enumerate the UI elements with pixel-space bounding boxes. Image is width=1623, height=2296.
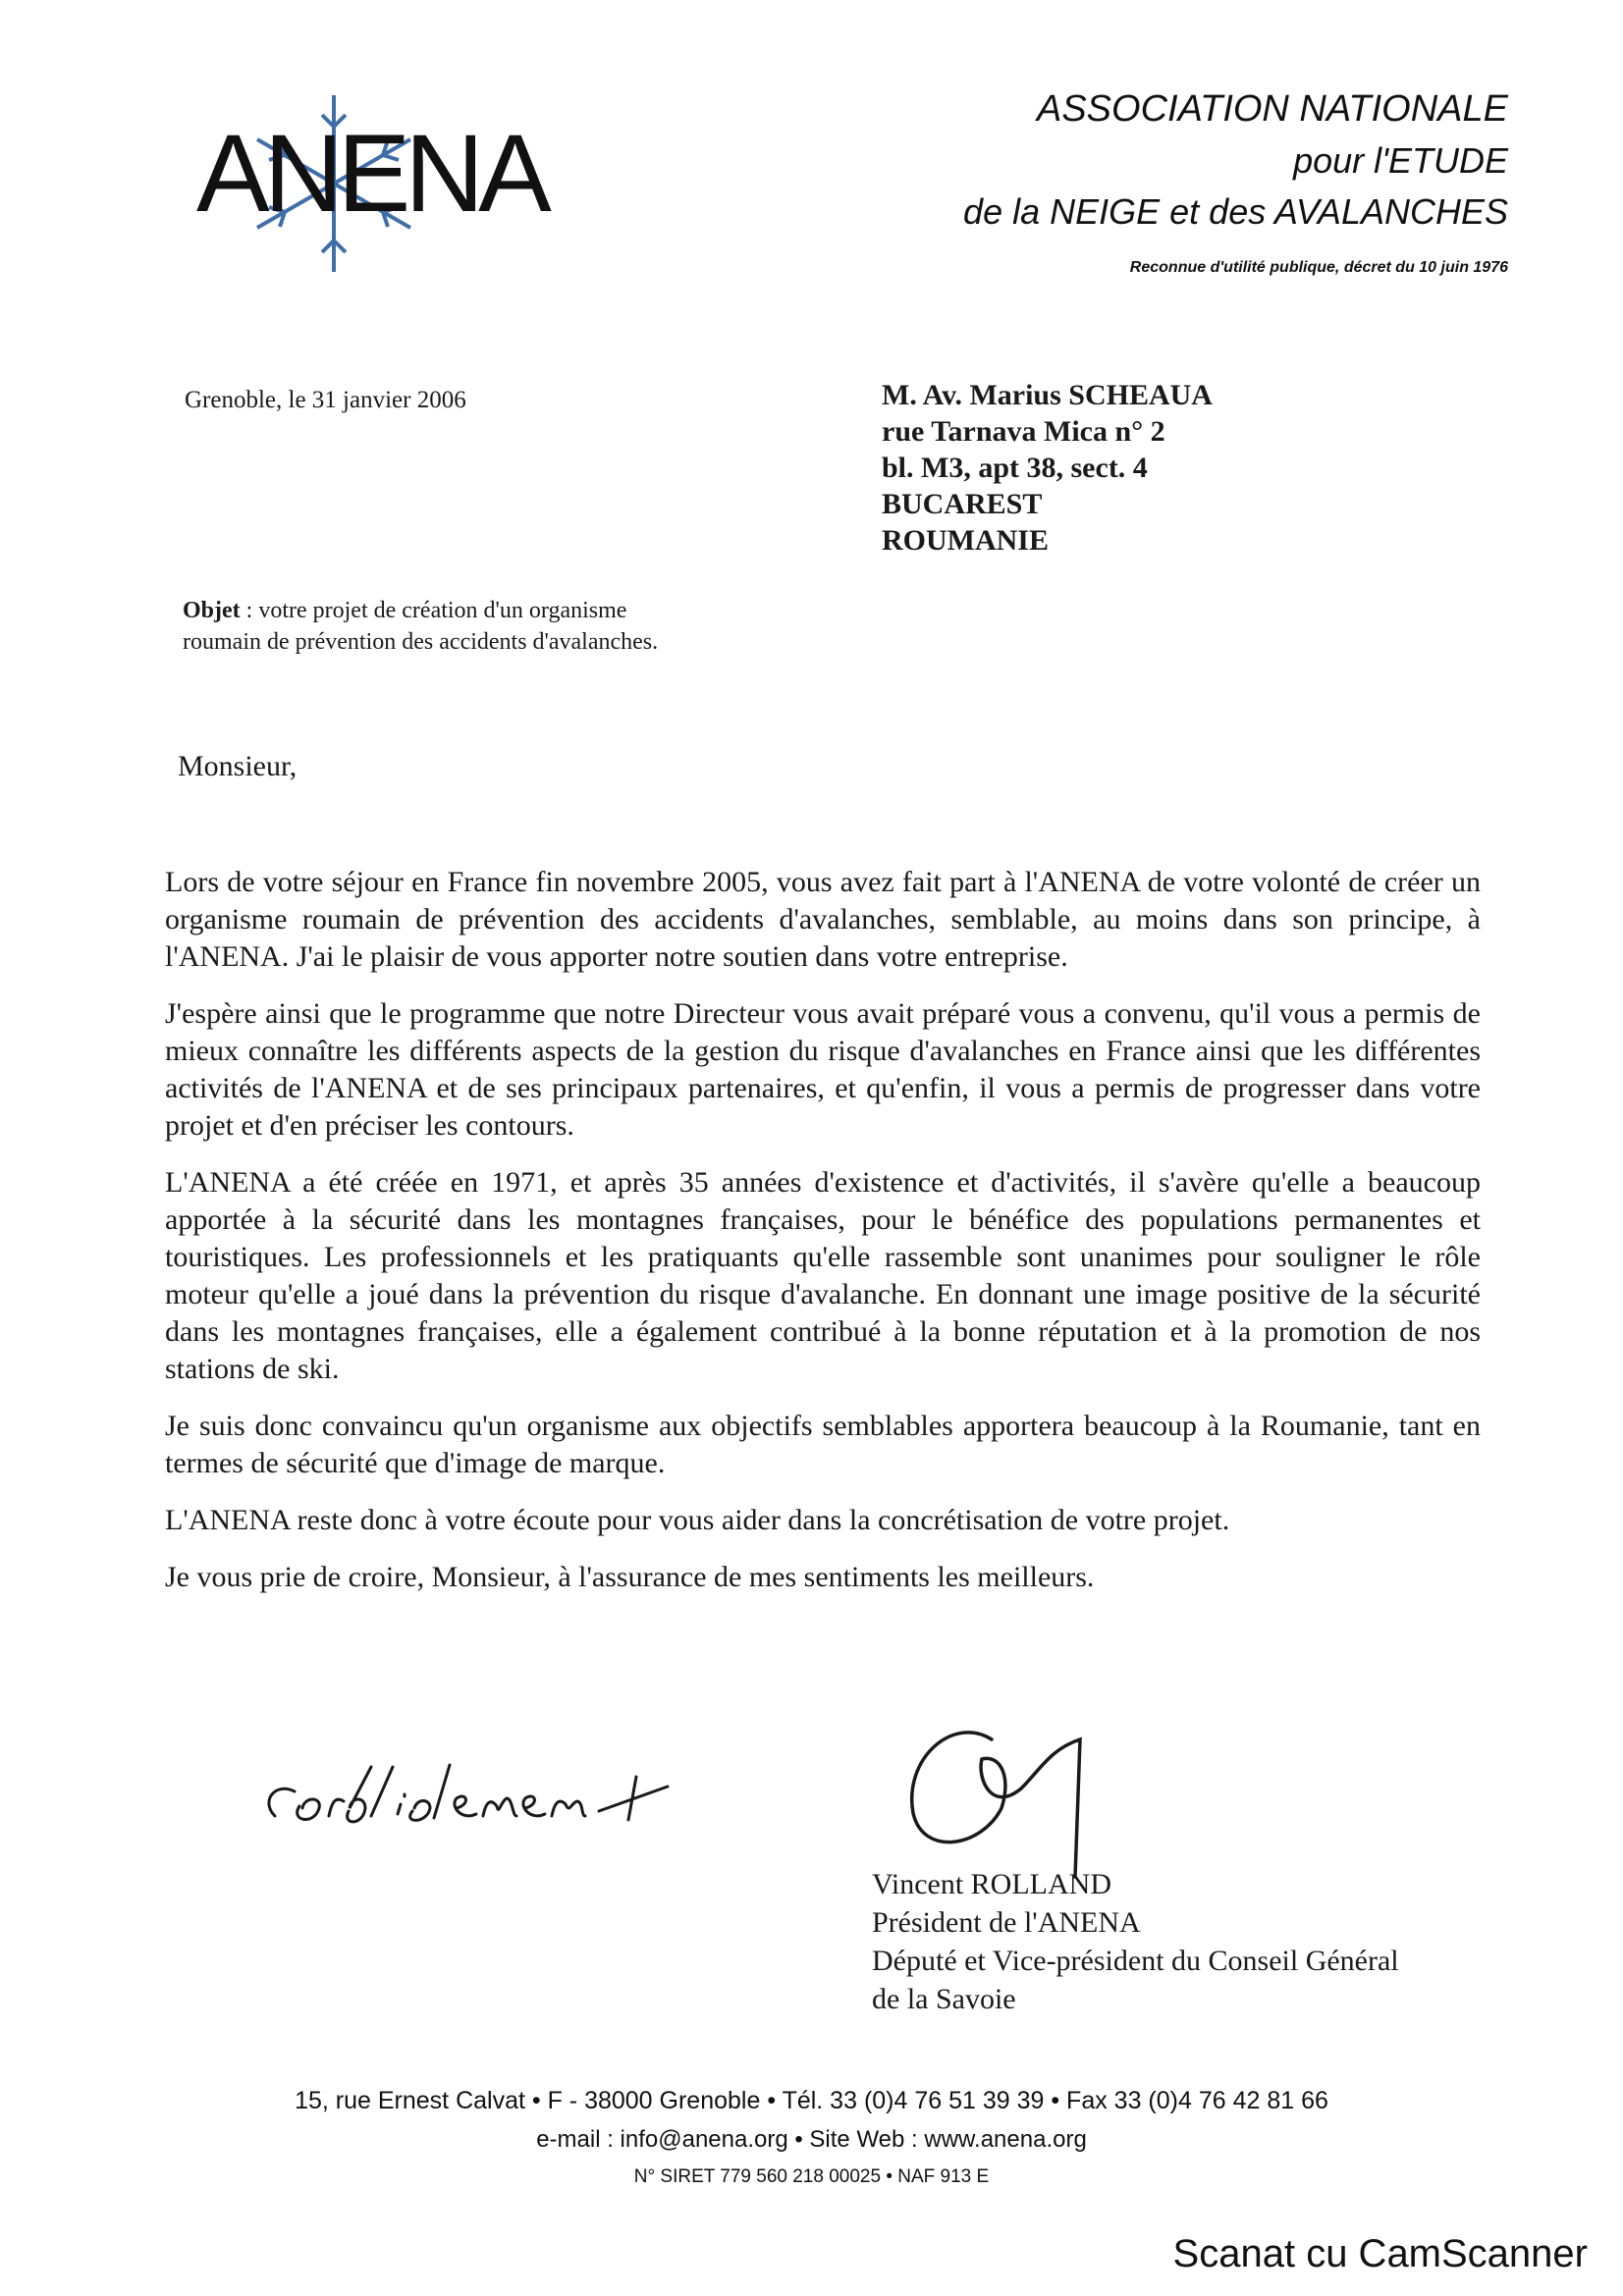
letter-date: Grenoble, le 31 janvier 2006 [185,387,466,413]
footer-address: 15, rue Ernest Calvat • F - 38000 Grenoble • Tél. 33 (0)4 76 51 39 39 • Fax 33 (0)4 76 42 81 66 [295,2087,1328,2114]
recipient-name: M. Av. Marius SCHEAUA [882,379,1213,411]
assoc-name-line2: pour l'ETUDE [1293,140,1508,181]
subject-text-2: roumain de prévention des accidents d'avalanches. [183,629,659,655]
paragraph: Je vous prie de croire, Monsieur, à l'assurance de mes sentiments les meilleurs. [165,1561,1095,1593]
signer-role: Député et Vice-président du Conseil Général [872,1945,1399,1977]
footer [0,2081,1623,2195]
subject-line [183,595,658,658]
paragraph: L'ANENA a été créée en 1971, et après 35 années d'existence et d'activités, il s'avère qu'elle a beaucoup apportée à la sécurité dans les montagnes françaises, pour le bénéfice des populations permanentes et touristiques. Les professionnels et les pratiquants qu'elle rassemble sont unanimes pour souligner le rôle moteur qu'elle a joué dans la prévention du risque d'avalanche. En donnant une image positive de la sécurité dans les montagnes françaises, elle a également contribué à la bonne réputation et à la promotion de nos stations de ski. [165,1166,1481,1385]
paragraph: L'ANENA reste donc à votre écoute pour vous aider dans la concrétisation de votre projet. [165,1504,1230,1536]
signature [884,1720,1119,1887]
assoc-name-line1: ASSOCIATION NATIONALE [1036,88,1508,130]
signer-block [872,1865,1399,2018]
salutation: Monsieur, [178,750,298,782]
assoc-name-line3: de la NEIGE et des AVALANCHES [963,191,1508,232]
signer-name: Vincent ROLLAND [872,1868,1111,1900]
paragraph: Lors de votre séjour en France fin novembre 2005, vous avez fait part à l'ANENA de votre volonté de créer un organisme roumain de prévention des accidents d'avalanches, semblable, au moins dans son principe, à l'ANENA. J'ai le plaisir de vous apporter notre soutien dans votre entreprise. [165,866,1481,973]
subject-text: : votre projet de création d'un organisme [240,598,627,623]
footer-web: e-mail : info@anena.org • Site Web : www.anena.org [536,2126,1087,2153]
recipient-street: rue Tarnava Mica n° 2 [882,415,1165,448]
letter-body [165,864,1481,1616]
recipient-city: BUCAREST [882,488,1043,520]
footer-siret: N° SIRET 779 560 218 00025 • NAF 913 E [633,2166,990,2187]
handwritten-closing [255,1747,727,1855]
signer-title: Président de l'ANENA [872,1906,1141,1939]
paragraph: J'espère ainsi que le programme que notre Directeur vous avait préparé vous a convenu, qu'il vous a permis de mieux connaître les différents aspects de la gestion du risque d'avalanches en France ainsi que les différentes activités de l'ANENA et de ses principaux partenaires, et qu'enfin, il vous a permis de progresser dans votre projet et d'en préciser les contours. [165,997,1481,1142]
logo-text: ANENA [196,112,546,235]
signer-region: de la Savoie [872,1983,1016,2015]
anena-logo [196,90,546,287]
recipient-address [882,377,1213,559]
subject-label: Objet [183,598,241,623]
paragraph: Je suis donc convaincu qu'un organisme aux objectifs semblables apportera beaucoup à la Roumanie, tant en termes de sécurité que d'image de marque. [165,1410,1481,1479]
recognition-note: Reconnue d'utilité publique, décret du 10 juin 1976 [1129,259,1508,276]
association-header [963,82,1508,277]
recipient-country: ROUMANIE [882,524,1049,557]
scanner-watermark: Scanat cu CamScanner [1172,2232,1588,2275]
recipient-building: bl. M3, apt 38, sect. 4 [882,452,1148,484]
